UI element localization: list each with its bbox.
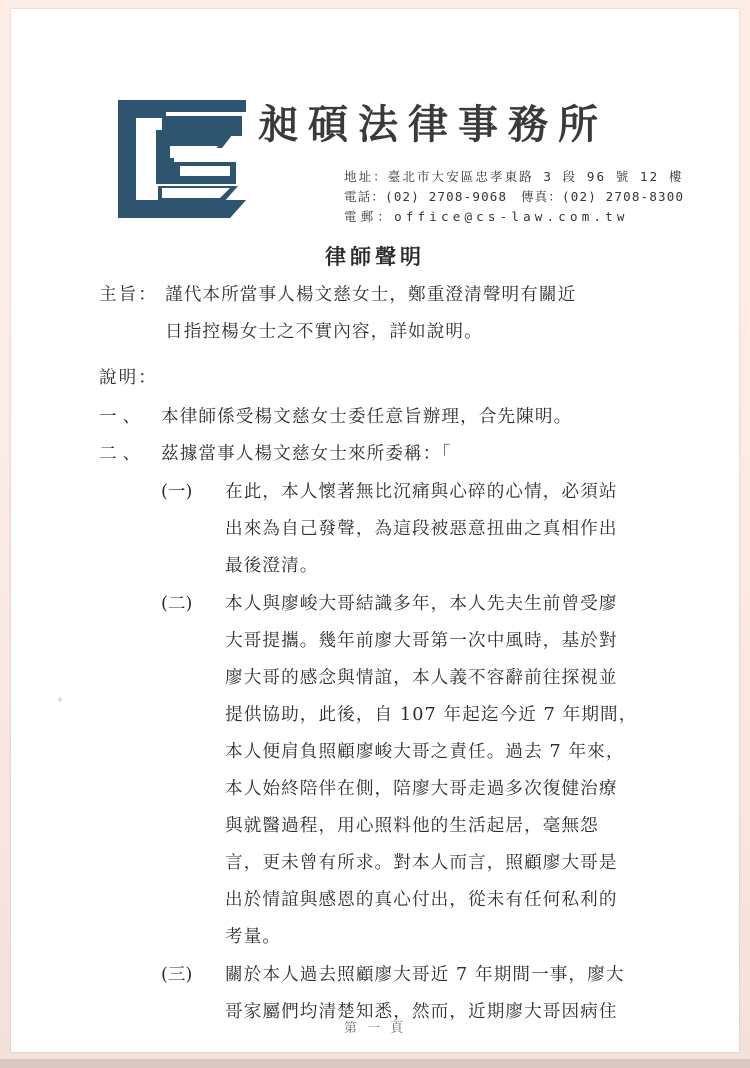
- subject-line-1: 謹代本所當事人楊文慈女士，鄭重澄清聲明有關近: [165, 285, 577, 305]
- sub-item-2-line-10: 考量。: [225, 927, 282, 947]
- subject-label: 主旨：: [99, 285, 158, 305]
- sub-item-2-line-7: 與就醫過程，用心照料他的生活起居，毫無怨: [225, 816, 599, 836]
- numbered-item-1: [11, 399, 739, 436]
- explanation-label: 說明：: [99, 368, 158, 388]
- subject-line-2: 日指控楊女士之不實內容，詳如說明。: [165, 322, 483, 342]
- contact-address: 地址：臺北市大安區忠孝東路 3 段 96 號 12 樓: [344, 169, 684, 184]
- firm-name: 昶碩法律事務所: [258, 101, 608, 148]
- sub-item-1-line-3: 最後澄清。: [225, 556, 319, 576]
- cs-law-monogram-logo-icon: [118, 100, 246, 218]
- sub-item-2-line-6: 本人始終陪伴在側，陪廖大哥走過多次復健治療: [225, 779, 618, 799]
- numbered-item-2: [11, 436, 739, 473]
- sub-item-2-line-1: 本人與廖峻大哥結識多年，本人先夫生前曾受廖: [225, 594, 618, 614]
- page-number-footer: 第 一 頁: [343, 1021, 407, 1036]
- sub-item-1-marker: (一): [161, 482, 193, 502]
- sub-item-2-line-9: 出於情誼與感恩的真心付出，從未有任何私利的: [225, 890, 618, 910]
- subject-block: [11, 277, 739, 351]
- sub-item-2-line-3: 廖大哥的感念與情誼，本人義不容辭前往探視並: [225, 668, 618, 688]
- document-title: 律師聲明: [325, 244, 425, 269]
- sub-item-3-line-2: 哥家屬們均清楚知悉，然而，近期廖大哥因病住: [225, 1002, 618, 1022]
- numbered-item-2-marker: 二、: [99, 444, 147, 464]
- sub-item-2-marker: (二): [161, 594, 193, 614]
- sub-item-3-line-1: 關於本人過去照顧廖大哥近 7 年期間一事，廖大: [225, 965, 625, 985]
- sub-item-3-marker: (三): [161, 965, 193, 985]
- contact-phone-fax: 電話：(02) 2708-9068 傳真：(02) 2708-8300: [344, 189, 685, 204]
- numbered-item-2-content: [99, 436, 697, 473]
- numbered-item-1-marker: 一、: [99, 407, 147, 427]
- scan-bottom-edge: [0, 1059, 750, 1068]
- subject-text: [99, 277, 697, 351]
- sub-item-2-line-4: 提供協助，此後，自 107 年起迄今近 7 年期間，: [225, 705, 638, 725]
- sub-item-2-line-5: 本人便肩負照顧廖峻大哥之責任。過去 7 年來，: [225, 742, 625, 762]
- sub-item-1: [11, 474, 739, 585]
- sub-item-2-content: [163, 586, 701, 956]
- document-body: [11, 277, 739, 1031]
- document-page: [11, 9, 739, 1052]
- sub-item-1-content: [163, 474, 701, 585]
- sub-item-2: [11, 586, 739, 956]
- numbered-item-2-line-1: 茲據當事人楊文慈女士來所委稱：「: [161, 444, 452, 464]
- letterhead: [11, 9, 739, 224]
- scan-artifact-speck: [58, 697, 62, 702]
- numbered-item-1-content: [99, 399, 697, 436]
- sub-item-1-line-2: 出來為自己發聲，為這段被惡意扭曲之真相作出: [225, 519, 618, 539]
- sub-item-2-line-8: 言，更未曾有所求。對本人而言，照顧廖大哥是: [225, 853, 618, 873]
- sub-item-1-line-1: 在此，本人懷著無比沉痛與心碎的心情，必須站: [225, 482, 618, 502]
- contact-email: 電郵：office@cs-law.com.tw: [344, 209, 629, 224]
- contact-block: [344, 167, 696, 227]
- sub-item-2-line-2: 大哥提攜。幾年前廖大哥第一次中風時，基於對: [225, 631, 618, 651]
- numbered-item-1-line-1: 本律師係受楊文慈女士委任意旨辦理，合先陳明。: [161, 407, 573, 427]
